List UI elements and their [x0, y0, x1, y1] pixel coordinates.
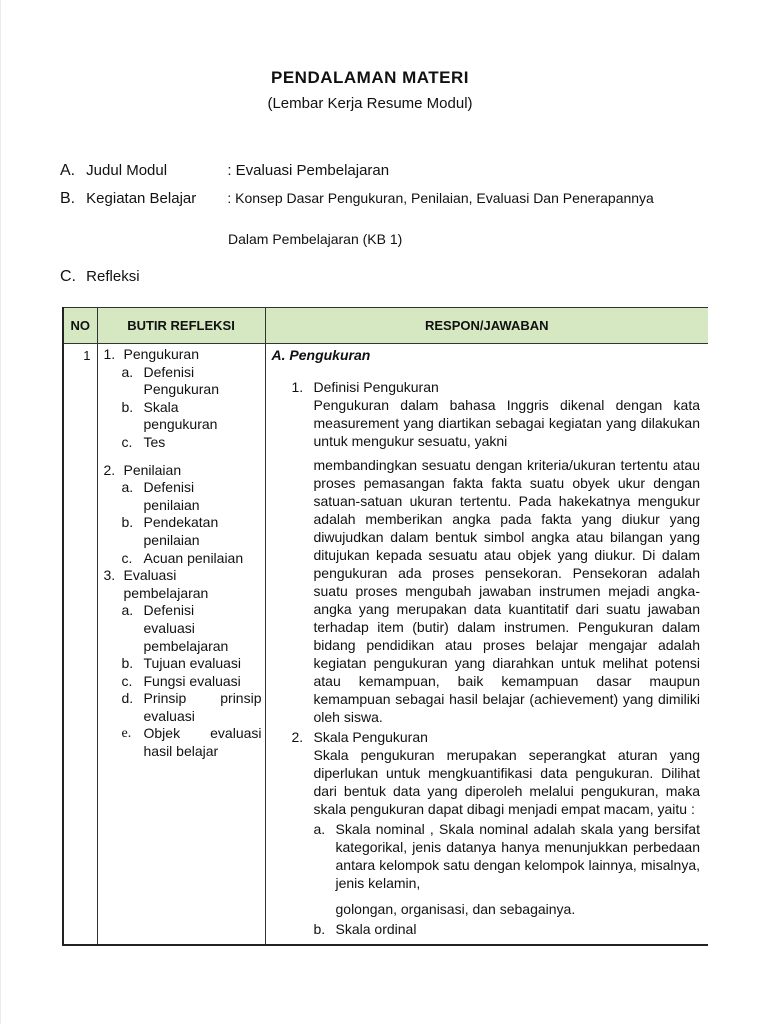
butir-sub-text: Pendekatan penilaian [143, 514, 219, 548]
butir-sub-letter: b. [121, 514, 134, 531]
meta-value-kegiatan-1: : Konsep Dasar Pengukuran, Penilaian, Evaluasi Dan Penerapannya [227, 190, 654, 206]
butir-sub-text: Acuan penilaian [143, 549, 244, 566]
respon-section-body [314, 728, 701, 938]
butir-sub [104, 602, 265, 655]
page-title: PENDALAMAN MATERI [270, 68, 469, 87]
butir-sub-letter: c. [121, 672, 133, 689]
butir-sub [104, 655, 265, 673]
respon-sub-text: Skala nominal , Skala nominal adalah skala yang bersifat kategorikal, jenis datanya hanya menunjukkan perbedaan antara kelompok satu dengan kelompok lainnya, misalnya, jenis kelamin, golongan, organisasi, dan sebagainya. [335, 821, 700, 917]
butir-sub [104, 514, 265, 549]
respon-sub-text: Skala ordinal [335, 921, 417, 937]
respon-heading: A. Pengukuran [271, 347, 371, 363]
butir-num: 1. [103, 346, 116, 362]
header-respon: RESPON/JAWABAN [265, 308, 708, 344]
respon-section-body [314, 378, 701, 726]
butir-num: 3. [103, 567, 116, 584]
butir-sub-letter: c. [121, 433, 133, 450]
respon-paragraph: Pengukuran dalam bahasa Inggris dikenal dengan kata measurement yang diartikan sebagai kegiatan yang dilakukan untuk mengukur sesuatu, yakni [313, 397, 700, 449]
meta-kegiatan-belajar [60, 190, 654, 208]
butir-sub-text: Tujuan evaluasi [143, 655, 242, 672]
butir-sub-letter: d. [121, 690, 134, 707]
butir-label: Evaluasi pembelajaran [123, 567, 209, 601]
butir-sub [104, 725, 265, 760]
respon-section-num: 1. [291, 379, 304, 395]
butir-sub [104, 364, 265, 399]
butir-item [104, 567, 265, 602]
table-header-row [63, 308, 708, 344]
respon-paragraph: Skala pengukuran merupakan seperangkat aturan yang diperlukan untuk mengkuantifikasi data pengukuran. Dilihat dari bentuk data yang diperoleh melalui pengukuran, maka skala pengukuran dapat dibagi menjadi empat macam, yaitu : [313, 747, 700, 817]
butir-sub [104, 399, 265, 434]
butir-label: Pengukuran [123, 346, 200, 362]
butir-sub-letter: b. [121, 655, 134, 672]
butir-sub-text: Defenisi evaluasi pembelajaran [143, 602, 229, 654]
respon-section-title: Skala Pengukuran [313, 729, 428, 745]
butir-label: Penilaian [123, 461, 182, 478]
butir-item [104, 462, 265, 480]
butir-sub-text: Skala pengukuran [143, 398, 218, 433]
meta-judul-modul [60, 162, 389, 180]
butir-sub [104, 690, 265, 725]
meta-letter-a: A. [60, 162, 76, 179]
butir-sub-text: Prinsip prinsip evaluasi [143, 690, 262, 724]
butir-list [98, 344, 265, 761]
meta-label-kegiatan: Kegiatan Belajar [86, 190, 197, 207]
respon-content [266, 344, 709, 938]
butir-num: 2. [103, 461, 116, 478]
butir-sub-letter: e. [121, 726, 132, 742]
meta-value-kegiatan-2: Dalam Pembelajaran (KB 1) [228, 231, 403, 247]
meta-letter-c: C. [60, 268, 76, 285]
meta-value-judul: : Evaluasi Pembelajaran [227, 162, 390, 179]
respon-section-skala [272, 728, 701, 938]
page-subtitle: (Lembar Kerja Resume Modul) [267, 95, 473, 112]
respon-sub-item [314, 820, 701, 918]
refleksi-table [62, 307, 708, 946]
respon-section-title: Definisi Pengukuran [313, 379, 439, 395]
row-number: 1 [63, 344, 97, 946]
butir-sub [104, 550, 265, 568]
meta-letter-b: B. [60, 190, 76, 207]
butir-cell [97, 344, 265, 946]
respon-sub-item [314, 920, 701, 938]
respon-paragraph: membandingkan sesuatu dengan kriteria/ukuran tertentu atau proses pemasangan fakta fakta suatu obyek ukur dengan satuan-satuan ukuran tertentu. Pada hakekatnya mengukur adalah memberikan angka pada fakta yang diukur yang diwujudkan dalam bentuk simbol angka atau bilangan yang ditujukan kepada sesuatu atau objek yang diukur. Di dalam pengukuran ada proses pensekoran. Pensekoran adalah suatu proses mengubah jawaban instrumen mejadi angka-angka yang merupakan data kuantitatif dari suatu jawaban terhadap item (butir) dalam instrumen. Pengukuran dalam bidang pendidikan atau proses belajar mengajar adalah kegiatan pengukuran yang diarahkan untuk melihat potensi atau kemampuan, baik kemampuan dasar maupun kemampuan sebagai hasil belajar (achievement) yang dimiliki oleh siswa. [313, 457, 700, 725]
table-row [63, 344, 708, 946]
meta-refleksi [60, 268, 140, 286]
respon-section-num: 2. [291, 729, 304, 745]
butir-sub-letter: b. [121, 398, 134, 415]
butir-sub-letter: a. [121, 602, 134, 619]
respon-sub-letter: a. [313, 821, 326, 837]
butir-sub-text: Fungsi evaluasi [143, 672, 241, 689]
butir-item [104, 346, 265, 364]
butir-sub-text: Objek evaluasi hasil belajar [143, 725, 262, 760]
butir-sub-text: Tes [143, 433, 166, 450]
butir-sub-text: Defenisi Pengukuran [143, 363, 220, 398]
butir-sub-text: Defenisi penilaian [143, 479, 200, 513]
butir-sub-letter: c. [121, 549, 133, 566]
meta-label-judul: Judul Modul [86, 162, 168, 179]
header-no: NO [63, 308, 97, 344]
meta-label-refleksi: Refleksi [86, 268, 140, 285]
butir-sub [104, 434, 265, 452]
butir-sub-letter: a. [121, 363, 134, 380]
butir-sub [104, 673, 265, 691]
respon-cell [265, 344, 708, 946]
header-butir: BUTIR REFLEKSI [97, 308, 265, 344]
butir-sub-letter: a. [121, 479, 134, 496]
butir-sub [104, 479, 265, 514]
respon-sub-letter: b. [313, 921, 326, 937]
respon-section-definisi [272, 378, 701, 726]
